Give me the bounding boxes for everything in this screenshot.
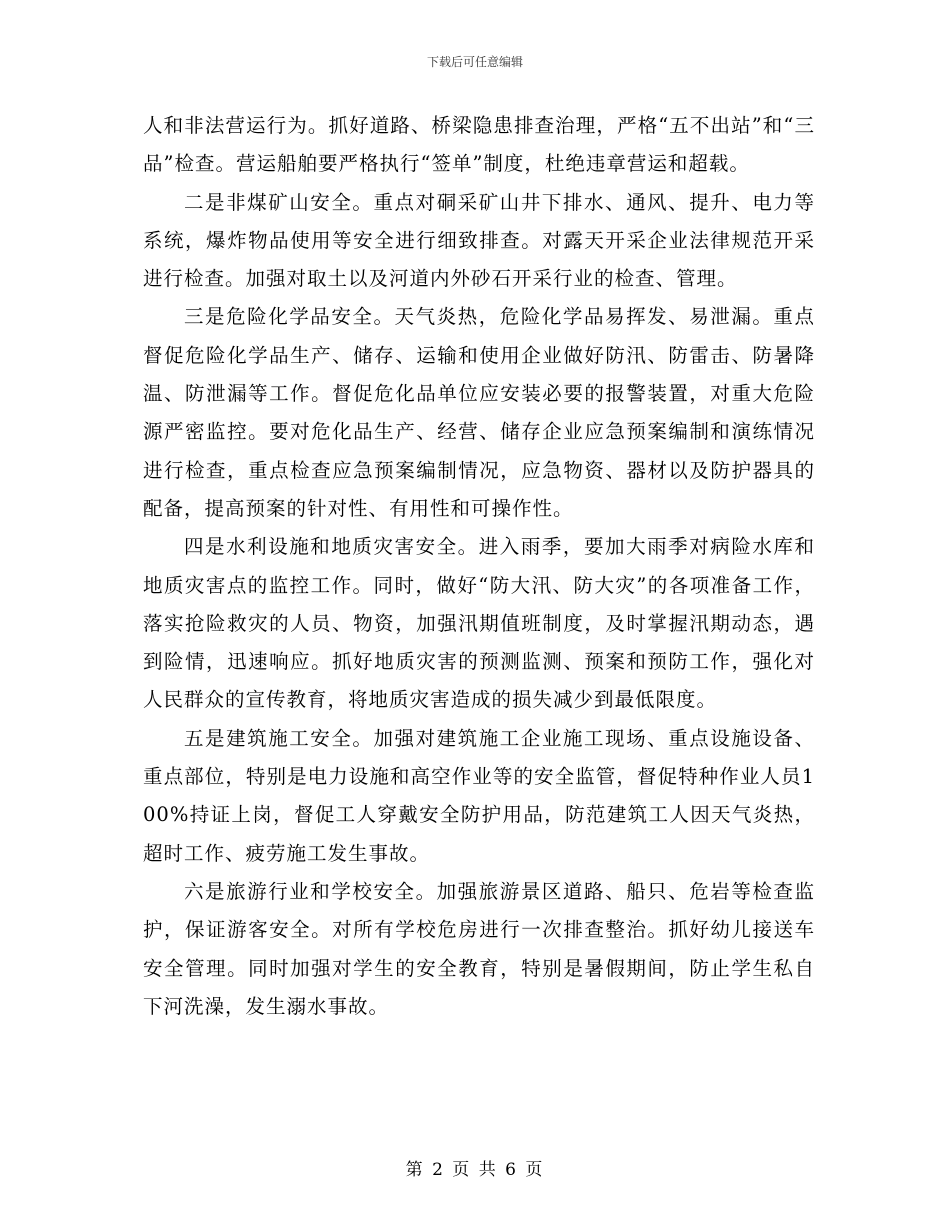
paragraph-continuation: 人和非法营运行为。抓好道路、桥梁隐患排查治理，严格“五不出站”和“三品”检查。营运船舶要严格执行“签单”制度，杜绝违章营运和超载。 [143,114,815,176]
page-header-note: 下载后可任意编辑 [426,55,523,69]
paragraph-non-coal-mine-safety: 二是非煤矿山安全。重点对硐采矿山井下排水、通风、提升、电力等系统，爆炸物品使用等安全进行细致排查。对露天开采企业法律规范开采进行检查。加强对取土以及河道内外砂石开采行业的检查、管理。 [143,190,815,291]
paragraph-construction-safety: 五是建筑施工安全。加强对建筑施工企业施工现场、重点设施设备、重点部位，特别是电力设施和高空作业等的安全监管，督促特种作业人员100%持证上岗，督促工人穿戴安全防护用品，防范建筑工人因天气炎热，超时工作、疲劳施工发生事故。 [143,726,815,865]
paragraph-tourism-school-safety: 六是旅游行业和学校安全。加强旅游景区道路、船只、危岩等检查监护，保证游客安全。对所有学校危房进行一次排查整治。抓好幼儿接送车安全管理。同时加强对学生的安全教育，特别是暑假期间，防止学生私自下河洗澡，发生溺水事故。 [143,879,815,1018]
page-number-footer: 第 2 页 共 6 页 [405,1160,545,1180]
paragraph-hazardous-chemicals-safety: 三是危险化学品安全。天气炎热，危险化学品易挥发、易泄漏。重点督促危险化学品生产、储存、运输和使用企业做好防汛、防雷击、防暑降温、防泄漏等工作。督促危化品单位应安装必要的报警装置，对重大危险源严密监控。要对危化品生产、经营、储存企业应急预案编制和演练情况进行检查，重点检查应急预案编制情况，应急物资、器材以及防护器具的配备，提高预案的针对性、有用性和可操作性。 [143,305,815,520]
paragraph-water-geological-safety: 四是水利设施和地质灾害安全。进入雨季，要加大雨季对病险水库和地质灾害点的监控工作。同时，做好“防大汛、防大灾”的各项准备工作，落实抢险救灾的人员、物资，加强汛期值班制度，及时掌握汛期动态，遇到险情，迅速响应。抓好地质灾害的预测监测、预案和预防工作，强化对人民群众的宣传教育，将地质灾害造成的损失减少到最低限度。 [143,535,815,712]
document-body [143,107,815,1026]
